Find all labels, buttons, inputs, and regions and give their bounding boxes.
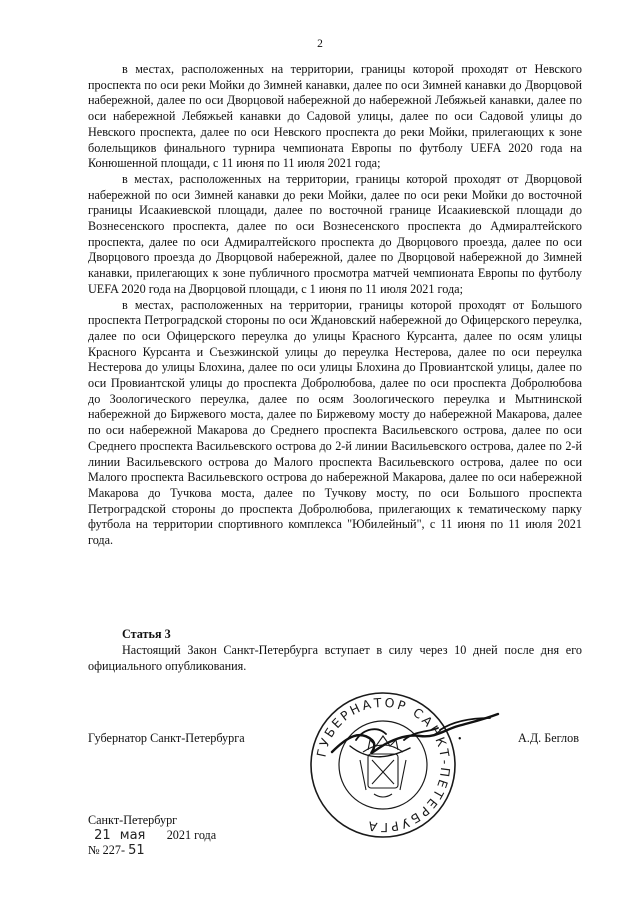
article-heading: Статья 3 bbox=[122, 627, 171, 641]
governor-title: Губернатор Санкт-Петербурга bbox=[88, 731, 245, 745]
law-body bbox=[88, 62, 582, 549]
page-number: 2 bbox=[317, 38, 323, 50]
law-number bbox=[88, 843, 145, 858]
date-month: мая bbox=[119, 828, 146, 843]
paragraph-2: в местах, расположенных на территории, границы которой проходят от Дворцовой набережной по оси Зимней канавки до реки Мойки, далее по оси реки Мойки до восточной границы Исаакиевской площади, далее по восточной границе Исаакиевской площади до Вознесенского проспекта, далее по оси Вознесенского проспекта до Адмиралтейского проспекта, далее по оси Адмиралтейского проспекта до Дворцового проезда, далее по оси Дворцового проезда до Дворцовой набережной, далее по Дворцовой набережной до Зимней канавки, прилегающих к зоне публичного просмотра матчей чемпионата Европы по футболу UEFA 2020 года на Дворцовой площади, с 1 июня по 11 июля 2021 года; bbox=[88, 171, 582, 296]
date-year: 2021 года bbox=[166, 828, 217, 842]
law-number-value: 51 bbox=[128, 843, 145, 858]
seal-text: ГУБЕРНАТОР САНКТ-ПЕТЕРБУРГА bbox=[313, 694, 454, 836]
signature-icon bbox=[320, 700, 520, 780]
governor-name: А.Д. Беглов bbox=[518, 731, 579, 745]
paragraph-1: в местах, расположенных на территории, границы которой проходят от Невского проспекта по оси реки Мойки до Зимней канавки, далее по оси Зимней канавки до Дворцовой набережной, далее по оси Дворцовой набережной до набережной Лебяжьей канавки, далее по оси набережной Лебяжьей канавки до Садовой улицы, далее по оси Садовой улицы до Невского проспекта, далее по оси Невского проспекта до реки Мойки, прилегающих к зоне болельщиков финального турнира чемпионата Европы по футболу UEFA 2020 года на Конюшенной площади, с 11 июня по 11 июля 2021 года; bbox=[88, 62, 582, 171]
date-day: 21 bbox=[94, 828, 111, 843]
city: Санкт-Петербург bbox=[88, 813, 178, 827]
paragraph-3: в местах, расположенных на территории, границы которой проходят от Большого проспекта Петроградской стороны по оси Ждановский набережной до Офицерского переулка, далее по оси Офицерского переулка до улицы Красного Курсанта, далее по осям улицы Красного Курсанта и Съезжинской улицы до переулка Нестерова, далее по оси переулка Нестерова до улицы Блохина, далее по оси улицы Блохина до Провиантской улицы, далее по оси Провиантской улицы до проспекта Добролюбова, далее по оси проспекта Добролюбова до Зоологического переулка, далее по осям Зоологического переулка и Мытнинской набережной до Биржевого моста, далее по Биржевому мосту до набережной Макарова, далее по оси набережной Макарова до Среднего проспекта Васильевского острова, далее по оси Среднего проспекта Васильевского острова до 2-й линии Васильевского острова, далее по 2-й линии Васильевского острова до Малого проспекта Васильевского острова, далее по оси Малого проспекта Васильевского острова до набережной Макарова, далее по оси набережной Макарова до Тучкова моста, далее по Тучкову мосту, по оси Большого проспекта Петроградской стороны до проспекта Добролюбова, прилегающих к тематическому парку футбола на территории спортивного комплекса "Юбилейный", с 11 июня по 11 июля 2021 года. bbox=[88, 297, 582, 548]
date-line bbox=[88, 828, 216, 843]
article-text: Настоящий Закон Санкт-Петербурга вступает в силу через 10 дней после дня его официального опубликования. bbox=[88, 643, 582, 673]
separator-dot: • bbox=[458, 734, 462, 745]
law-number-prefix: № 227- bbox=[88, 843, 126, 857]
